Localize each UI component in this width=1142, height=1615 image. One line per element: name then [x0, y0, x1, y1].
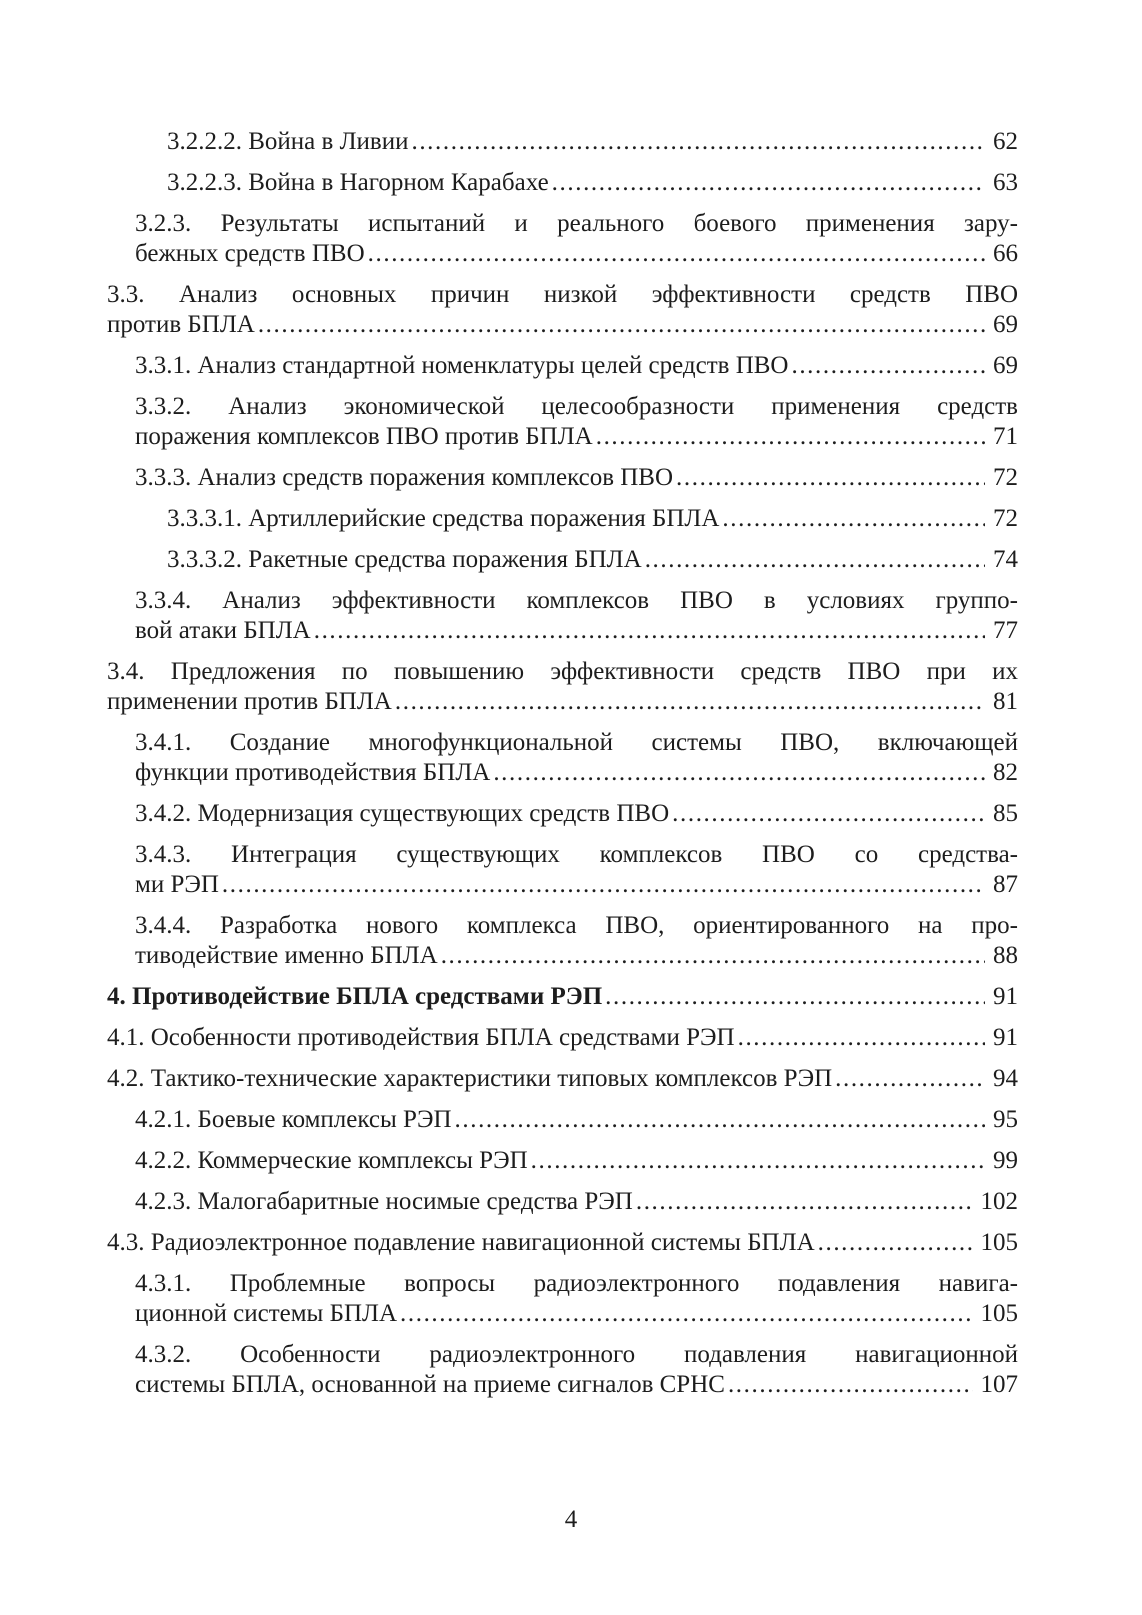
- toc-entry-line: 3.4.1. Создание многофункциональной системы ПВО, включающей: [135, 729, 1018, 756]
- dot-leader: [493, 758, 985, 788]
- toc-entry-last-line: [135, 1187, 1018, 1217]
- toc-page-number: 71: [993, 423, 1018, 450]
- toc-entry-line: 3.3.4. Анализ эффективности комплексов ПВО в условиях группо-: [135, 587, 1018, 614]
- toc-page-number: 87: [993, 871, 1018, 898]
- dot-leader: [676, 463, 985, 493]
- toc-entry-title: 4.2. Тактико-технические характеристики типовых комплексов РЭП: [107, 1065, 833, 1092]
- dot-leader: [596, 422, 985, 452]
- toc-entry: [107, 209, 1018, 269]
- toc-entry-last-line: [135, 422, 1018, 452]
- toc-page-number: 74: [993, 546, 1018, 573]
- toc-entry-last-line: [167, 545, 1018, 575]
- toc-entry: [107, 1105, 1018, 1135]
- toc-entry-last-line: [107, 982, 1018, 1012]
- toc-page-number: 77: [993, 617, 1018, 644]
- toc-entry: [107, 127, 1018, 157]
- toc-entry-line: 3.4.4. Разработка нового комплекса ПВО, ориентированного на про-: [135, 912, 1018, 939]
- toc-page-number: 102: [980, 1188, 1018, 1215]
- toc-entry: [107, 1269, 1018, 1329]
- dot-leader: [791, 351, 985, 381]
- toc-entry-title: функции противодействия БПЛА: [135, 759, 491, 786]
- toc-page-number: 99: [993, 1147, 1018, 1174]
- toc-entry: [107, 911, 1018, 971]
- toc-entry: [107, 840, 1018, 900]
- toc-entry-title: 4.2.3. Малогабаритные носимые средства РЭП: [135, 1188, 633, 1215]
- toc-entry-last-line: [135, 941, 1018, 971]
- toc-entry-last-line: [107, 1228, 1018, 1258]
- toc-entry: [107, 1023, 1018, 1053]
- toc-entry-last-line: [135, 758, 1018, 788]
- toc-entry: [107, 392, 1018, 452]
- toc-page-number: 72: [993, 505, 1018, 532]
- toc-entry-last-line: [135, 616, 1018, 646]
- dot-leader: [411, 127, 985, 157]
- toc-page-number: 88: [993, 942, 1018, 969]
- toc-entry-last-line: [167, 168, 1018, 198]
- toc-entry: [107, 168, 1018, 198]
- dot-leader: [835, 1064, 985, 1094]
- toc-entry-title: 3.3.1. Анализ стандартной номенклатуры целей средств ПВО: [135, 352, 789, 379]
- toc-entry-title: ционной системы БПЛА: [135, 1300, 398, 1327]
- table-of-contents: [107, 127, 1018, 1411]
- toc-entry: [107, 657, 1018, 717]
- toc-entry: [107, 1228, 1018, 1258]
- toc-entry-title: тиводействие именно БПЛА: [135, 942, 438, 969]
- toc-entry: [107, 586, 1018, 646]
- toc-entry-title: 3.4.2. Модернизация существующих средств ПВО: [135, 800, 670, 827]
- toc-page-number: 91: [993, 1024, 1018, 1051]
- toc-entry-title: 3.3.3.1. Артиллерийские средства поражения БПЛА: [167, 505, 720, 532]
- toc-entry: [107, 799, 1018, 829]
- toc-entry-title: 3.2.2.3. Война в Нагорном Карабахе: [167, 169, 549, 196]
- toc-entry-title: 4. Противодействие БПЛА средствами РЭП: [107, 983, 603, 1010]
- dot-leader: [672, 799, 985, 829]
- toc-page-number: 63: [993, 169, 1018, 196]
- toc-entry-line: 3.4.3. Интеграция существующих комплексов ПВО со средства-: [135, 841, 1018, 868]
- toc-entry-title: против БПЛА: [107, 311, 255, 338]
- toc-entry-line: 3.3. Анализ основных причин низкой эффективности средств ПВО: [107, 281, 1018, 308]
- toc-entry-last-line: [167, 127, 1018, 157]
- toc-entry-last-line: [135, 799, 1018, 829]
- toc-entry-title: 4.3. Радиоэлектронное подавление навигационной системы БПЛА: [107, 1229, 815, 1256]
- toc-entry-last-line: [135, 870, 1018, 900]
- dot-leader: [258, 310, 985, 340]
- toc-page-number: 62: [993, 128, 1018, 155]
- toc-entry: [107, 504, 1018, 534]
- toc-page-number: 69: [993, 311, 1018, 338]
- toc-entry-title: 4.2.1. Боевые комплексы РЭП: [135, 1106, 452, 1133]
- toc-entry: [107, 351, 1018, 381]
- toc-entry-title: поражения комплексов ПВО против БПЛА: [135, 423, 593, 450]
- dot-leader: [722, 504, 985, 534]
- toc-page-number: 69: [993, 352, 1018, 379]
- toc-entry: [107, 545, 1018, 575]
- toc-entry: [107, 280, 1018, 340]
- toc-entry-title: ми РЭП: [135, 871, 219, 898]
- toc-entry-title: 4.1. Особенности противодействия БПЛА средствами РЭП: [107, 1024, 735, 1051]
- toc-entry-last-line: [107, 1064, 1018, 1094]
- toc-page-number: 105: [980, 1229, 1018, 1256]
- toc-page-number: 105: [980, 1300, 1018, 1327]
- toc-entry-last-line: [107, 1023, 1018, 1053]
- toc-entry-last-line: [167, 504, 1018, 534]
- toc-page-number: 81: [993, 688, 1018, 715]
- dot-leader: [531, 1146, 985, 1176]
- toc-page-number: 72: [993, 464, 1018, 491]
- toc-entry: [107, 1340, 1018, 1400]
- toc-entry-line: 3.4. Предложения по повышению эффективности средств ПВО при их: [107, 658, 1018, 685]
- dot-leader: [552, 168, 985, 198]
- dot-leader: [395, 687, 985, 717]
- toc-entry-title: бежных средств ПВО: [135, 240, 365, 267]
- toc-page-number: 66: [993, 240, 1018, 267]
- toc-entry-title: 3.2.2.2. Война в Ливии: [167, 128, 409, 155]
- toc-entry-last-line: [107, 310, 1018, 340]
- dot-leader: [368, 239, 985, 269]
- dot-leader: [636, 1187, 973, 1217]
- dot-leader: [728, 1370, 973, 1400]
- toc-entry-last-line: [135, 1370, 1018, 1400]
- toc-page-number: 91: [993, 983, 1018, 1010]
- toc-entry-title: 3.3.3. Анализ средств поражения комплексов ПВО: [135, 464, 674, 491]
- toc-page-number: 94: [993, 1065, 1018, 1092]
- dot-leader: [400, 1299, 972, 1329]
- dot-leader: [605, 982, 985, 1012]
- toc-entry: [107, 982, 1018, 1012]
- toc-page-number: 107: [980, 1371, 1018, 1398]
- toc-entry: [107, 728, 1018, 788]
- toc-entry-last-line: [135, 239, 1018, 269]
- toc-entry: [107, 1187, 1018, 1217]
- toc-page-number: 82: [993, 759, 1018, 786]
- toc-entry-last-line: [107, 687, 1018, 717]
- toc-entry-line: 3.3.2. Анализ экономической целесообразности применения средств: [135, 393, 1018, 420]
- dot-leader: [645, 545, 985, 575]
- toc-entry-title: вой атаки БПЛА: [135, 617, 311, 644]
- toc-entry-title: 3.3.3.2. Ракетные средства поражения БПЛА: [167, 546, 642, 573]
- toc-entry: [107, 1146, 1018, 1176]
- toc-entry: [107, 463, 1018, 493]
- toc-entry-title: применении против БПЛА: [107, 688, 392, 715]
- page-number: 4: [564, 1506, 578, 1533]
- toc-entry-last-line: [135, 463, 1018, 493]
- toc-page-number: 95: [993, 1106, 1018, 1133]
- toc-entry-title: 4.2.2. Коммерческие комплексы РЭП: [135, 1147, 528, 1174]
- dot-leader: [222, 870, 985, 900]
- toc-entry-line: 3.2.3. Результаты испытаний и реального боевого применения зару-: [135, 210, 1018, 237]
- toc-entry-title: системы БПЛА, основанной на приеме сигналов СРНС: [135, 1371, 725, 1398]
- toc-entry-last-line: [135, 351, 1018, 381]
- toc-entry-last-line: [135, 1146, 1018, 1176]
- dot-leader: [455, 1105, 985, 1135]
- toc-page-number: 85: [993, 800, 1018, 827]
- toc-entry-line: 4.3.2. Особенности радиоэлектронного подавления навигационной: [135, 1341, 1018, 1368]
- toc-entry-last-line: [135, 1105, 1018, 1135]
- dot-leader: [818, 1228, 973, 1258]
- dot-leader: [441, 941, 985, 971]
- toc-entry-line: 4.3.1. Проблемные вопросы радиоэлектронного подавления навига-: [135, 1270, 1018, 1297]
- toc-entry: [107, 1064, 1018, 1094]
- dot-leader: [738, 1023, 985, 1053]
- toc-entry-last-line: [135, 1299, 1018, 1329]
- dot-leader: [314, 616, 985, 646]
